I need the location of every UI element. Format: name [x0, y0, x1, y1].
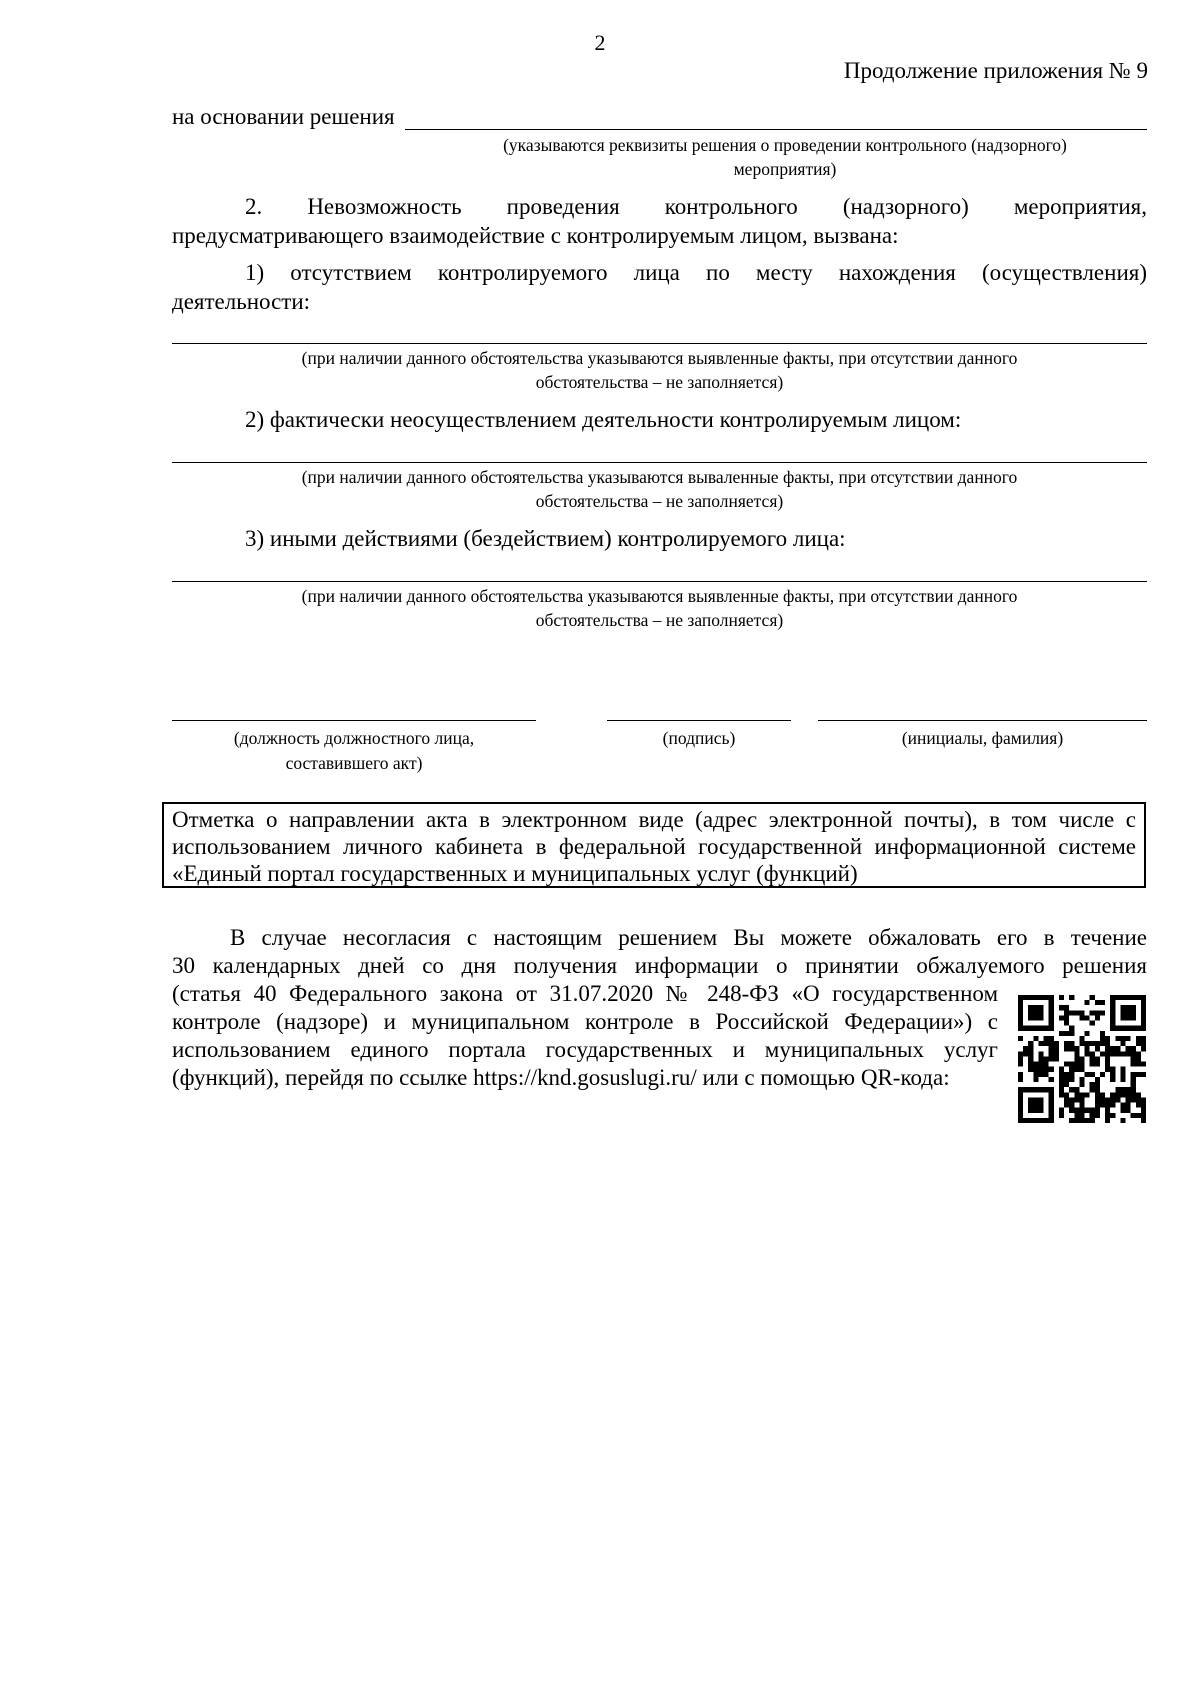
item1-hint-line2: обстоятельства – не заполняется): [535, 372, 784, 392]
item2-hint-line2: обстоятельства – не заполняется): [535, 491, 784, 511]
item1-fill-line[interactable]: [172, 343, 1147, 344]
item2-text: 2) фактически неосуществлением деятельности контролируемым лицом:: [245, 407, 962, 432]
item3-fill-line[interactable]: [172, 581, 1147, 582]
signature-hint: (подпись): [662, 728, 736, 748]
basis-hint: [420, 133, 1150, 181]
item1-hint-line1: (при наличии данного обстоятельства указываются выявленные факты, при отсутствии данного: [301, 348, 1018, 368]
item2-fill-line[interactable]: [172, 462, 1147, 463]
position-hint-line2: составившего акт): [285, 753, 423, 773]
appendix-continuation: Продолжение приложения № 9: [843, 58, 1148, 83]
item1-hint: [172, 346, 1147, 394]
section2-intro-line1: 2. Невозможность проведения контрольного (надзорного) мероприятия,: [245, 194, 1147, 219]
name-hint: (инициалы, фамилия): [901, 728, 1064, 748]
qr-code-icon[interactable]: [1018, 995, 1146, 1123]
item2-hint-line1: (при наличии данного обстоятельства указываются вываленные факты, при отсутствии данного: [301, 467, 1018, 487]
section2-intro-line2: предусматривающего взаимодействие с контролируемым лицом, вызвана:: [172, 223, 899, 248]
item1-line1: 1) отсутствием контролируемого лица по месту нахождения (осуществления): [245, 260, 1147, 285]
appeal-text-rest: (статья 40 Федерального закона от 31.07.2020 № 248-ФЗ «О государственном контроле (надзоре) и муниципальном контроле в Российской Федерации») с использованием единого портала государственных и муниципальных услуг (функций), перейдя по ссылке https://knd.gosuslugi.ru/ или с помощью QR-кода:: [172, 981, 998, 1090]
appeal-line2: 30 календарных дней со дня получения информации о принятии обжалуемого решения: [172, 953, 1147, 978]
item3-hint-line1: (при наличии данного обстоятельства указываются выявленные факты, при отсутствии данного: [301, 586, 1018, 606]
basis-hint-line1: (указываются реквизиты решения о проведении контрольного (надзорного): [503, 135, 1067, 155]
item2-hint: [172, 465, 1147, 513]
basis-label: на основании решения: [172, 104, 395, 129]
position-hint-line1: (должность должностного лица,: [233, 728, 475, 748]
name-fill-line[interactable]: [818, 720, 1147, 721]
position-fill-line[interactable]: [172, 720, 536, 721]
item3-hint-line2: обстоятельства – не заполняется): [535, 610, 784, 630]
item3-text: 3) иными действиями (бездействием) контролируемого лица:: [245, 526, 846, 551]
appeal-line1: В случае несогласия с настоящим решением Вы можете обжаловать его в течение: [230, 925, 1147, 950]
basis-row: [172, 104, 1147, 130]
section2-intro: [172, 192, 1147, 250]
electronic-sending-note: Отметка о направлении акта в электронном виде (адрес электронной почты), в том числе с использованием личного кабинета в федеральной государственной информационной системе «Единый портал государственных и муниципальных услуг (функций): [162, 802, 1146, 888]
signature-fill-line[interactable]: [607, 720, 791, 721]
position-hint: [172, 726, 536, 776]
item1-text: [172, 258, 1147, 316]
appeal-text-head: [172, 924, 1147, 980]
item1-line2: деятельности:: [172, 289, 311, 314]
item3-hint: [172, 584, 1147, 632]
basis-fill-line[interactable]: [405, 105, 1147, 130]
basis-hint-line2: мероприятия): [733, 159, 837, 179]
page-number: 2: [594, 30, 606, 55]
